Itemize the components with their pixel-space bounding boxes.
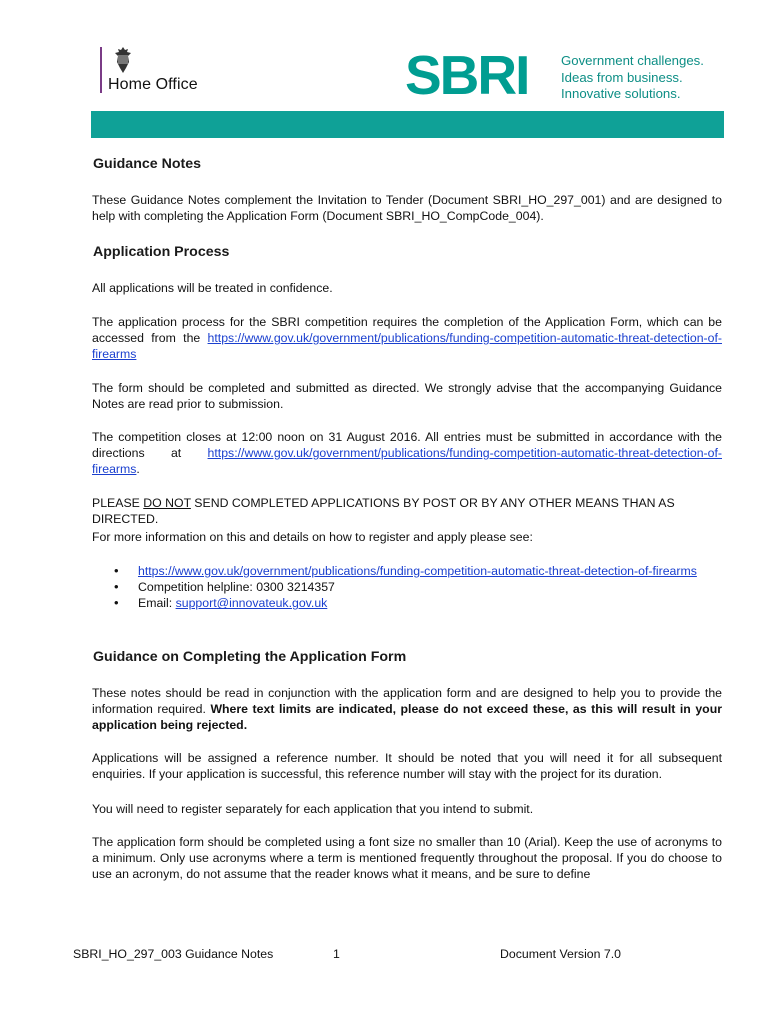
- sbri-tagline-line-1: Government challenges.: [561, 53, 704, 68]
- closing-date-paragraph: [92, 429, 722, 478]
- form-submission-paragraph: The form should be completed and submitted as directed. We strongly advise that the accompanying Guidance Notes are read prior to submission.: [92, 381, 722, 412]
- do-not-post-suffix: SEND COMPLETED APPLICATIONS BY POST OR BY ANY OTHER MEANS THAN AS DIRECTED.: [92, 496, 675, 527]
- list-item: [92, 563, 722, 579]
- do-not-post-prefix: PLEASE: [92, 496, 144, 510]
- list-item: [92, 595, 722, 611]
- footer-doc-reference: SBRI_HO_297_003 Guidance Notes: [73, 947, 274, 961]
- application-process-text: The application process for the SBRI competition requires the completion of the Application Form, which can be accessed from the: [92, 315, 722, 346]
- do-not-emphasis: DO NOT: [143, 496, 191, 510]
- conjunction-text: These notes should be read in conjunction with the application form and are designed to help you to provide the information required.: [92, 686, 722, 717]
- application-form-link[interactable]: https://www.gov.uk/government/publications/funding-competition-automatic-threat-detection-of-firearms: [92, 331, 722, 362]
- guidance-notes-paragraph: These Guidance Notes complement the Invitation to Tender (Document SBRI_HO_297_001) and are designed to help with completing the Application Form (Document SBRI_HO_CompCode_004).: [92, 193, 722, 224]
- closing-date-period: .: [136, 462, 140, 477]
- heading-completing-application-form: Guidance on Completing the Application Form: [93, 649, 407, 665]
- conjunction-paragraph: [92, 685, 722, 734]
- font-size-paragraph: The application form should be completed using a font size no smaller than 10 (Arial). Keep the use of acronyms to a minimum. Only use acronyms where a term is mentioned frequently throughout the proposal. If you do choose to use an acronym, do not assume that the reader knows what it means, and be sure to define: [92, 835, 722, 882]
- directions-link[interactable]: https://www.gov.uk/government/publications/funding-competition-automatic-threat-detection-of-firearms: [92, 446, 722, 477]
- sbri-logo: SBRI: [405, 44, 529, 106]
- footer-page-number: 1: [333, 947, 340, 961]
- competition-page-link[interactable]: https://www.gov.uk/government/publications/funding-competition-automatic-threat-detection-of-firearms: [138, 564, 697, 578]
- support-email-link[interactable]: support@innovateuk.gov.uk: [175, 596, 328, 611]
- text-limit-warning: Where text limits are indicated, please do not exceed these, as this will result in your application being rejected.: [92, 702, 722, 733]
- confidence-paragraph: All applications will be treated in confidence.: [92, 281, 333, 295]
- heading-guidance-notes: Guidance Notes: [93, 156, 202, 172]
- application-process-paragraph: [92, 314, 722, 363]
- header-banner: [91, 111, 724, 138]
- sbri-tagline: [561, 53, 704, 103]
- email-label: Email:: [138, 596, 176, 611]
- footer-version: Document Version 7.0: [500, 947, 621, 961]
- reference-number-paragraph: Applications will be assigned a reference number. It should be noted that you will need it for all subsequent enquiries. If your application is successful, this reference number will stay with the project for its duration.: [92, 751, 722, 782]
- sbri-tagline-line-3: Innovative solutions.: [561, 86, 681, 101]
- list-item: [92, 579, 722, 595]
- do-not-post-paragraph: [92, 495, 722, 527]
- home-office-logo-bar: [100, 47, 102, 93]
- register-separately-paragraph: You will need to register separately for each application that you intend to submit.: [92, 802, 534, 816]
- heading-application-process: Application Process: [93, 244, 230, 260]
- helpline-text: Competition helpline: 0300 3214357: [138, 580, 335, 595]
- sbri-tagline-line-2: Ideas from business.: [561, 69, 683, 85]
- more-info-paragraph: For more information on this and details on how to register and apply please see:: [92, 530, 533, 544]
- closing-date-text: The competition closes at 12:00 noon on 31 August 2016. All entries must be submitted in accordance with the directions at: [92, 430, 722, 461]
- royal-crest-icon: [112, 46, 134, 76]
- home-office-logo-text: Home Office: [108, 76, 198, 93]
- info-bullet-list: [92, 563, 722, 612]
